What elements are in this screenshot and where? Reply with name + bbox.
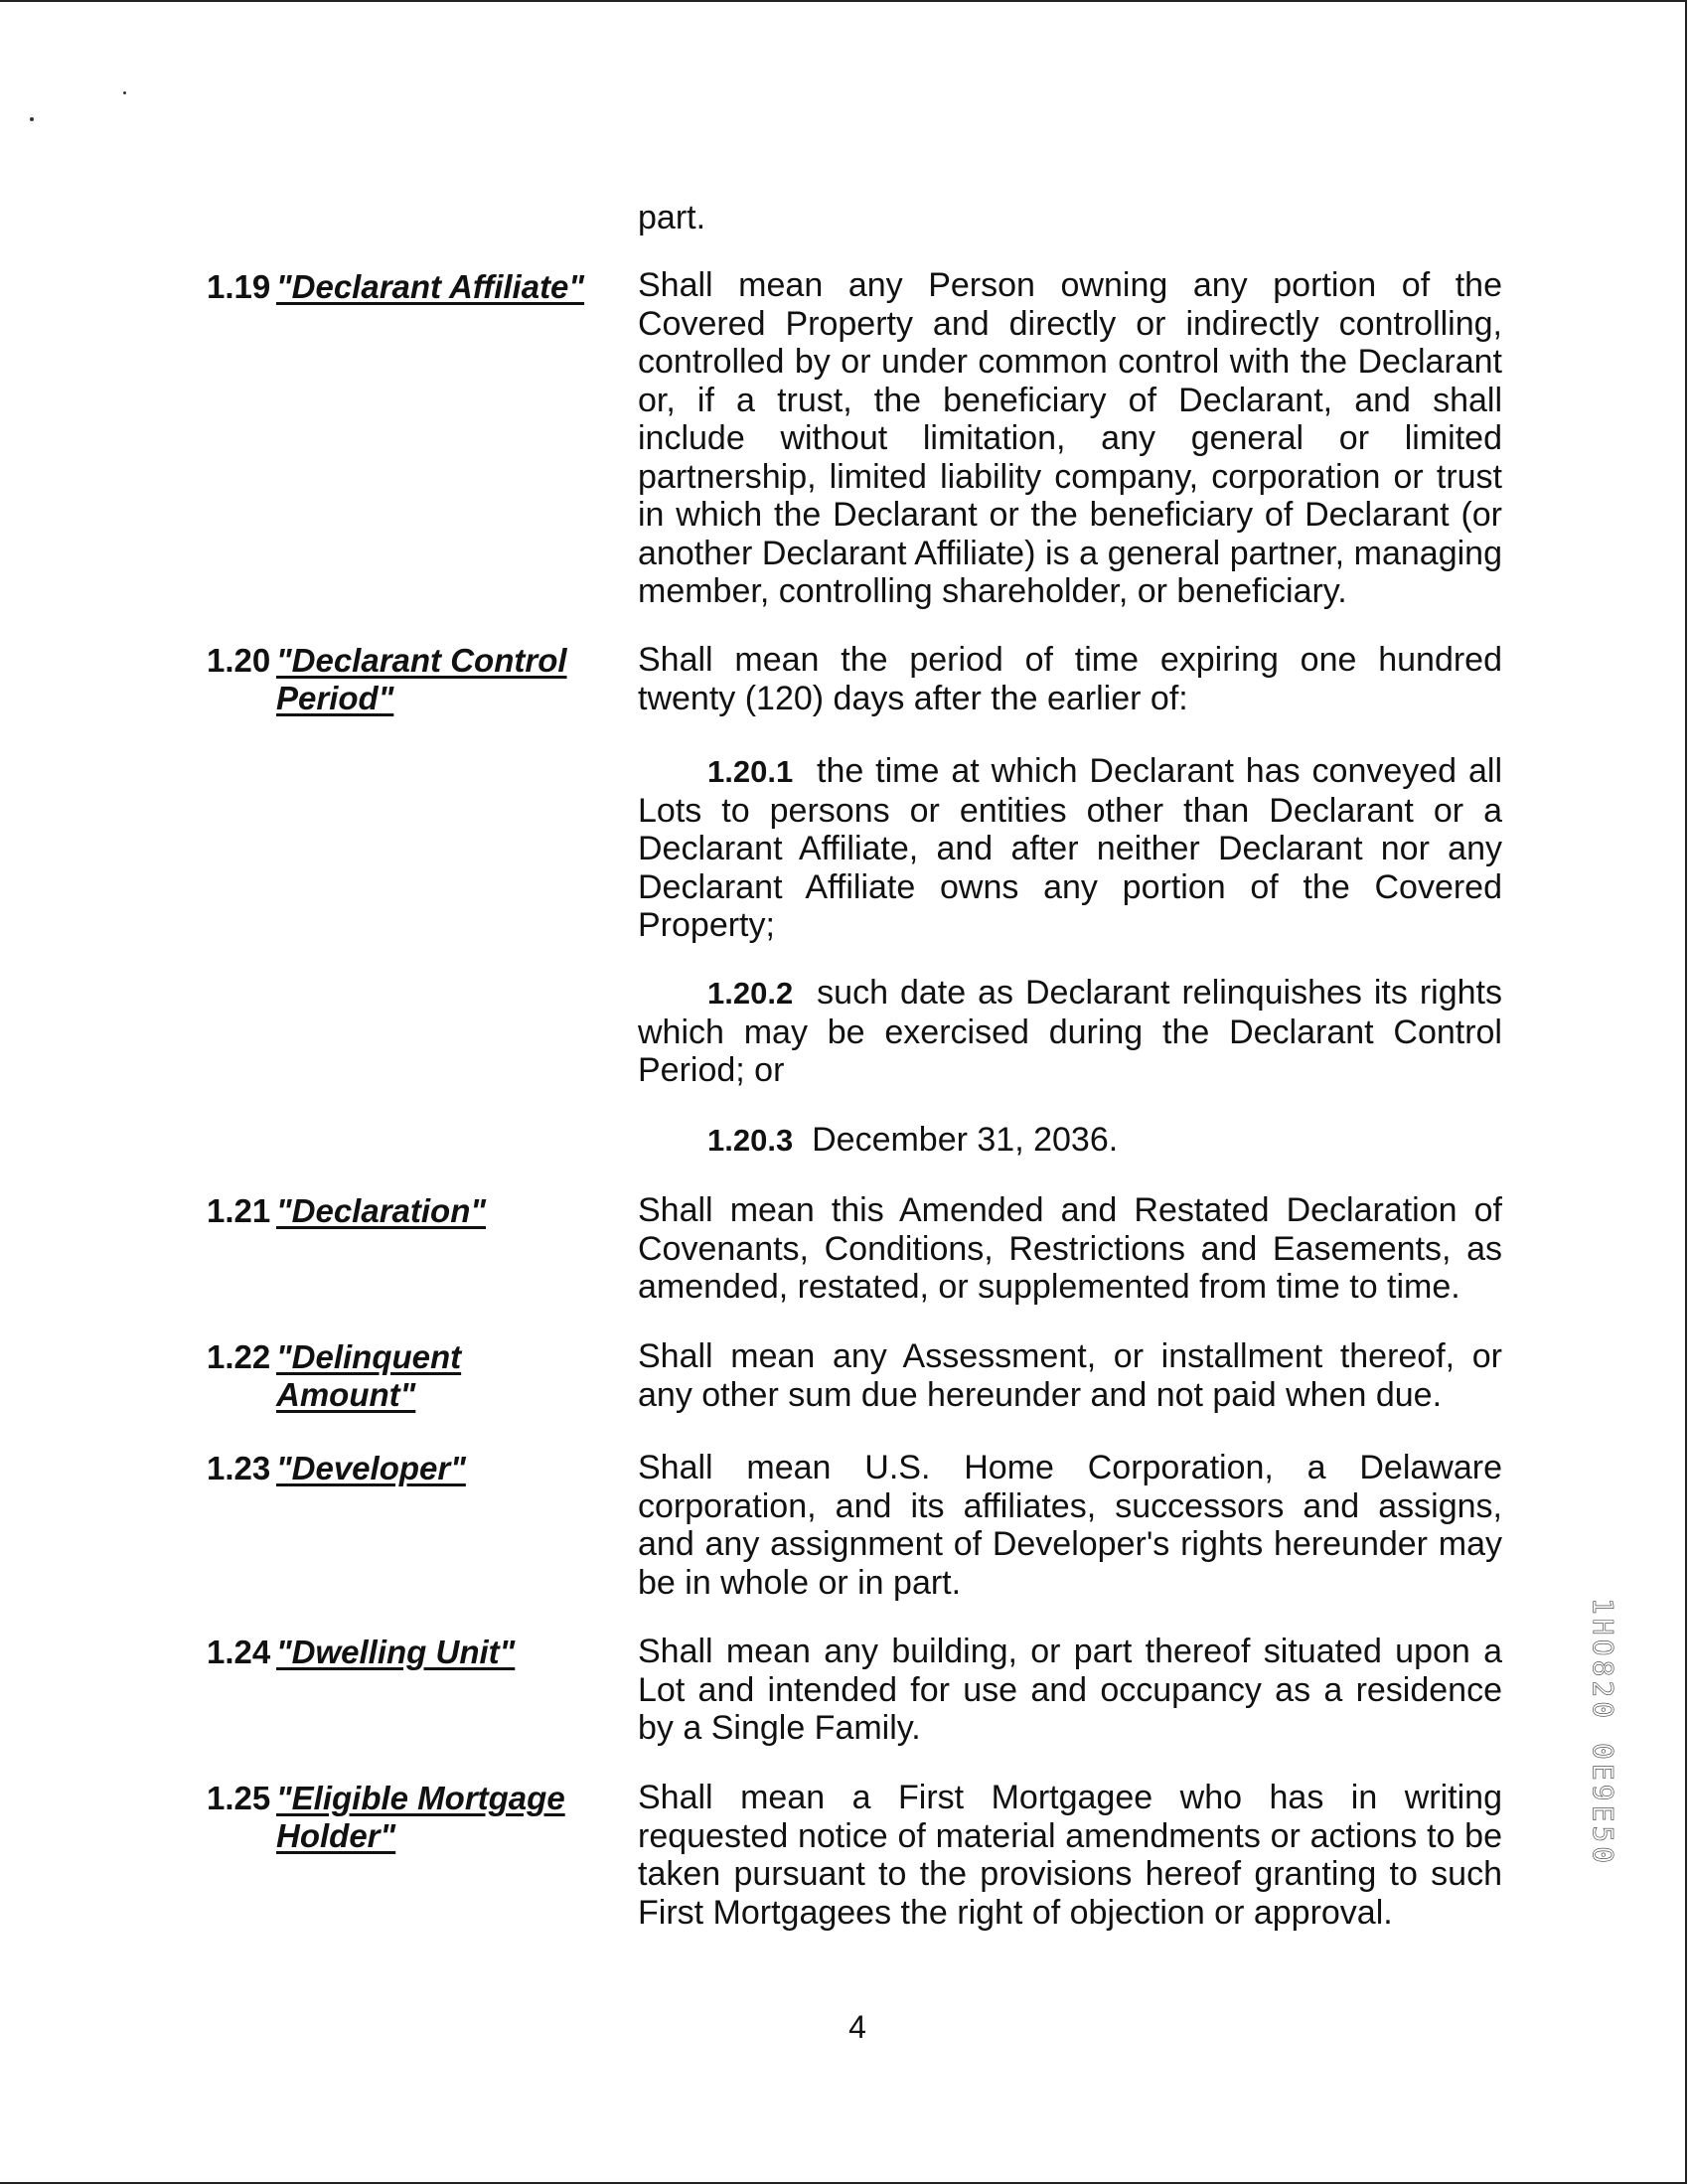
definition-text-1-25: Shall mean a First Mortgagee who has in writing requested notice of material amendments or actions to be taken pursuant to the provisions hereof granting to such First Mortgagees the right of objection or approval. [638, 1779, 1502, 1932]
definition-term: "Dwelling Unit" [276, 1634, 516, 1670]
definition-term: "Declarant Control [276, 642, 567, 679]
scan-speck [30, 117, 34, 121]
definition-term: "Declarant Affiliate" [276, 268, 585, 305]
definition-number: 1.20 [207, 642, 271, 679]
definition-term-1-19 [207, 268, 624, 306]
subitem-number: 1.20.2 [707, 976, 794, 1011]
definition-term-1-24 [207, 1634, 624, 1671]
subitem-number: 1.20.3 [707, 1123, 794, 1158]
subitem-number: 1.20.1 [707, 754, 794, 789]
definition-term-continued: Amount" [276, 1376, 416, 1413]
definition-term: "Declaration" [276, 1192, 487, 1229]
definition-text-1-24: Shall mean any building, or part thereof situated upon a Lot and intended for use and occupancy as a residence by a Single Family. [638, 1633, 1502, 1747]
definition-term-continued: Holder" [276, 1817, 396, 1854]
definition-term-1-25 [207, 1780, 624, 1855]
definition-text-1-22: Shall mean any Assessment, or installment thereof, or any other sum due hereunder and not paid when due. [638, 1337, 1502, 1414]
definition-term-1-23 [207, 1450, 624, 1487]
definition-number: 1.24 [207, 1634, 271, 1670]
subitem-1-20-3 [638, 1121, 1502, 1161]
subitem-1-20-1 [638, 752, 1502, 945]
definition-text-1-23: Shall mean U.S. Home Corporation, a Delaware corporation, and its affiliates, successors and assigns, and any assignment of Developer's rights hereunder may be in whole or in part. [638, 1449, 1502, 1602]
subitem-text: December 31, 2036. [812, 1121, 1119, 1159]
definition-term-1-21 [207, 1192, 624, 1230]
subitem-text: the time at which Declarant has conveyed all Lots to persons or entities other than Declarant or a Declarant Affiliate, and after neither Declarant nor any Declarant Affiliate owns any portion of the Covered Property; [638, 752, 1502, 944]
definition-number: 1.22 [207, 1338, 271, 1375]
scan-speck [123, 91, 126, 94]
definition-text-1-19: Shall mean any Person owning any portion of the Covered Property and directly or indirectly controlling, controlled by or under common control with the Declarant or, if a trust, the beneficiary of Declarant, and shall include without limitation, any general or limited partnership, limited liability company, corporation or trust in which the Declarant or the beneficiary of Declarant (or another Declarant Affiliate) is a general partner, managing member, controlling shareholder, or beneficiary. [638, 266, 1502, 610]
subitem-text: such date as Declarant relinquishes its rights which may be exercised during the Declarant Control Period; or [638, 974, 1502, 1089]
definition-term-1-22 [207, 1338, 624, 1414]
definition-term: "Delinquent [276, 1338, 462, 1375]
definition-term: "Eligible Mortgage [276, 1780, 565, 1816]
definition-number: 1.21 [207, 1192, 271, 1229]
page-number: 4 [848, 2009, 866, 2045]
continued-text: part. [638, 199, 706, 236]
definition-term-1-20 [207, 642, 624, 717]
definition-text-1-20: Shall mean the period of time expiring one hundred twenty (120) days after the earlier of: [638, 641, 1502, 717]
definition-term: "Developer" [276, 1450, 466, 1486]
side-stamp: 1HO820 0E9E50 [1587, 1598, 1619, 1868]
definition-number: 1.23 [207, 1450, 271, 1486]
definition-number: 1.25 [207, 1780, 271, 1816]
definition-text-1-21: Shall mean this Amended and Restated Declaration of Covenants, Conditions, Restrictions and Easements, as amended, restated, or supplemented from time to time. [638, 1191, 1502, 1306]
definition-number: 1.19 [207, 268, 271, 305]
definition-term-continued: Period" [276, 680, 394, 716]
subitem-1-20-2 [638, 974, 1502, 1090]
